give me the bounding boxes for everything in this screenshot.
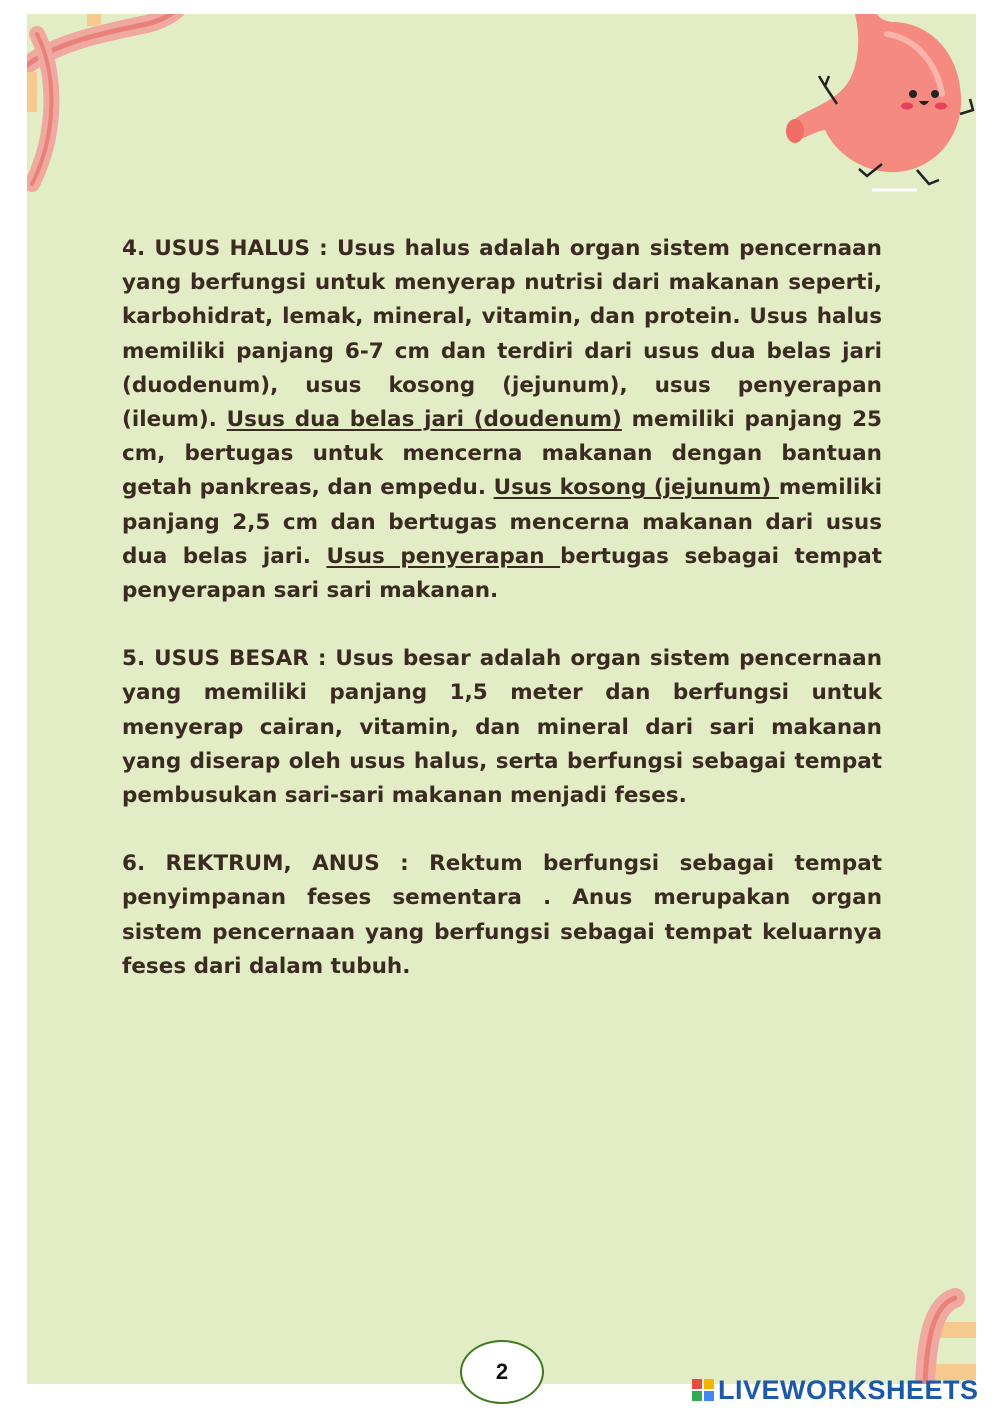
usus-halus-text: 4. USUS HALUS : Usus halus adalah organ sistem pencernaan yang berfungsi untuk menyerap nutrisi dari makanan seperti, karbohidrat, lemak, mineral, vitamin, dan protein. Usus halus memiliki panjang 6-7 cm dan terdiri dari usus dua belas jari (duodenum), usus kosong (jejunum), usus penyerapan (ileum). bbox=[122, 236, 882, 433]
intestine-illustration-top-left bbox=[27, 14, 197, 194]
paragraph-usus-halus bbox=[122, 232, 882, 608]
page-number-badge: 2 bbox=[460, 1340, 544, 1404]
document-page bbox=[27, 14, 976, 1384]
underlined-term-duodenum: Usus dua belas jari (doudenum) bbox=[226, 407, 622, 433]
liveworksheets-wordmark: LIVEWORKSHEETS bbox=[718, 1374, 979, 1405]
stomach-character-illustration bbox=[767, 14, 976, 204]
underlined-term-jejunum: Usus kosong (jejunum) bbox=[493, 475, 779, 501]
intestine-illustration-bottom-right bbox=[897, 1284, 976, 1384]
paragraph-usus-besar: 5. USUS BESAR : Usus besar adalah organ sistem pencernaan yang memiliki panjang 1,5 meter dan berfungsi untuk menyerap cairan, vitamin, dan mineral dari sari makanan yang diserap oleh usus halus, serta berfungsi sebagai tempat pembusukan sari-sari makanan menjadi feses. bbox=[122, 646, 882, 809]
paragraph-rektum-anus: 6. REKTRUM, ANUS : Rektum berfungsi sebagai tempat penyimpanan feses sementara . Anus merupakan organ sistem pencernaan yang berfungsi sebagai tempat keluarnya feses dari dalam tubuh. bbox=[122, 851, 882, 979]
liveworksheets-logo bbox=[692, 1374, 979, 1406]
underlined-term-ileum: Usus penyerapan bbox=[326, 543, 561, 569]
liveworksheets-icon bbox=[692, 1379, 714, 1401]
jejunum-text: memiliki panjang 2,5 cm dan bertugas mencerna makanan dari usus dua belas jari. bbox=[122, 475, 882, 569]
body-text bbox=[122, 232, 882, 1018]
duodenum-text: memiliki panjang 25 cm, bertugas untuk mencerna makanan dengan bantuan getah pankreas, dan empedu. bbox=[122, 407, 882, 501]
ileum-text: bertugas sebagai tempat penyerapan sari sari makanan. bbox=[122, 543, 882, 604]
